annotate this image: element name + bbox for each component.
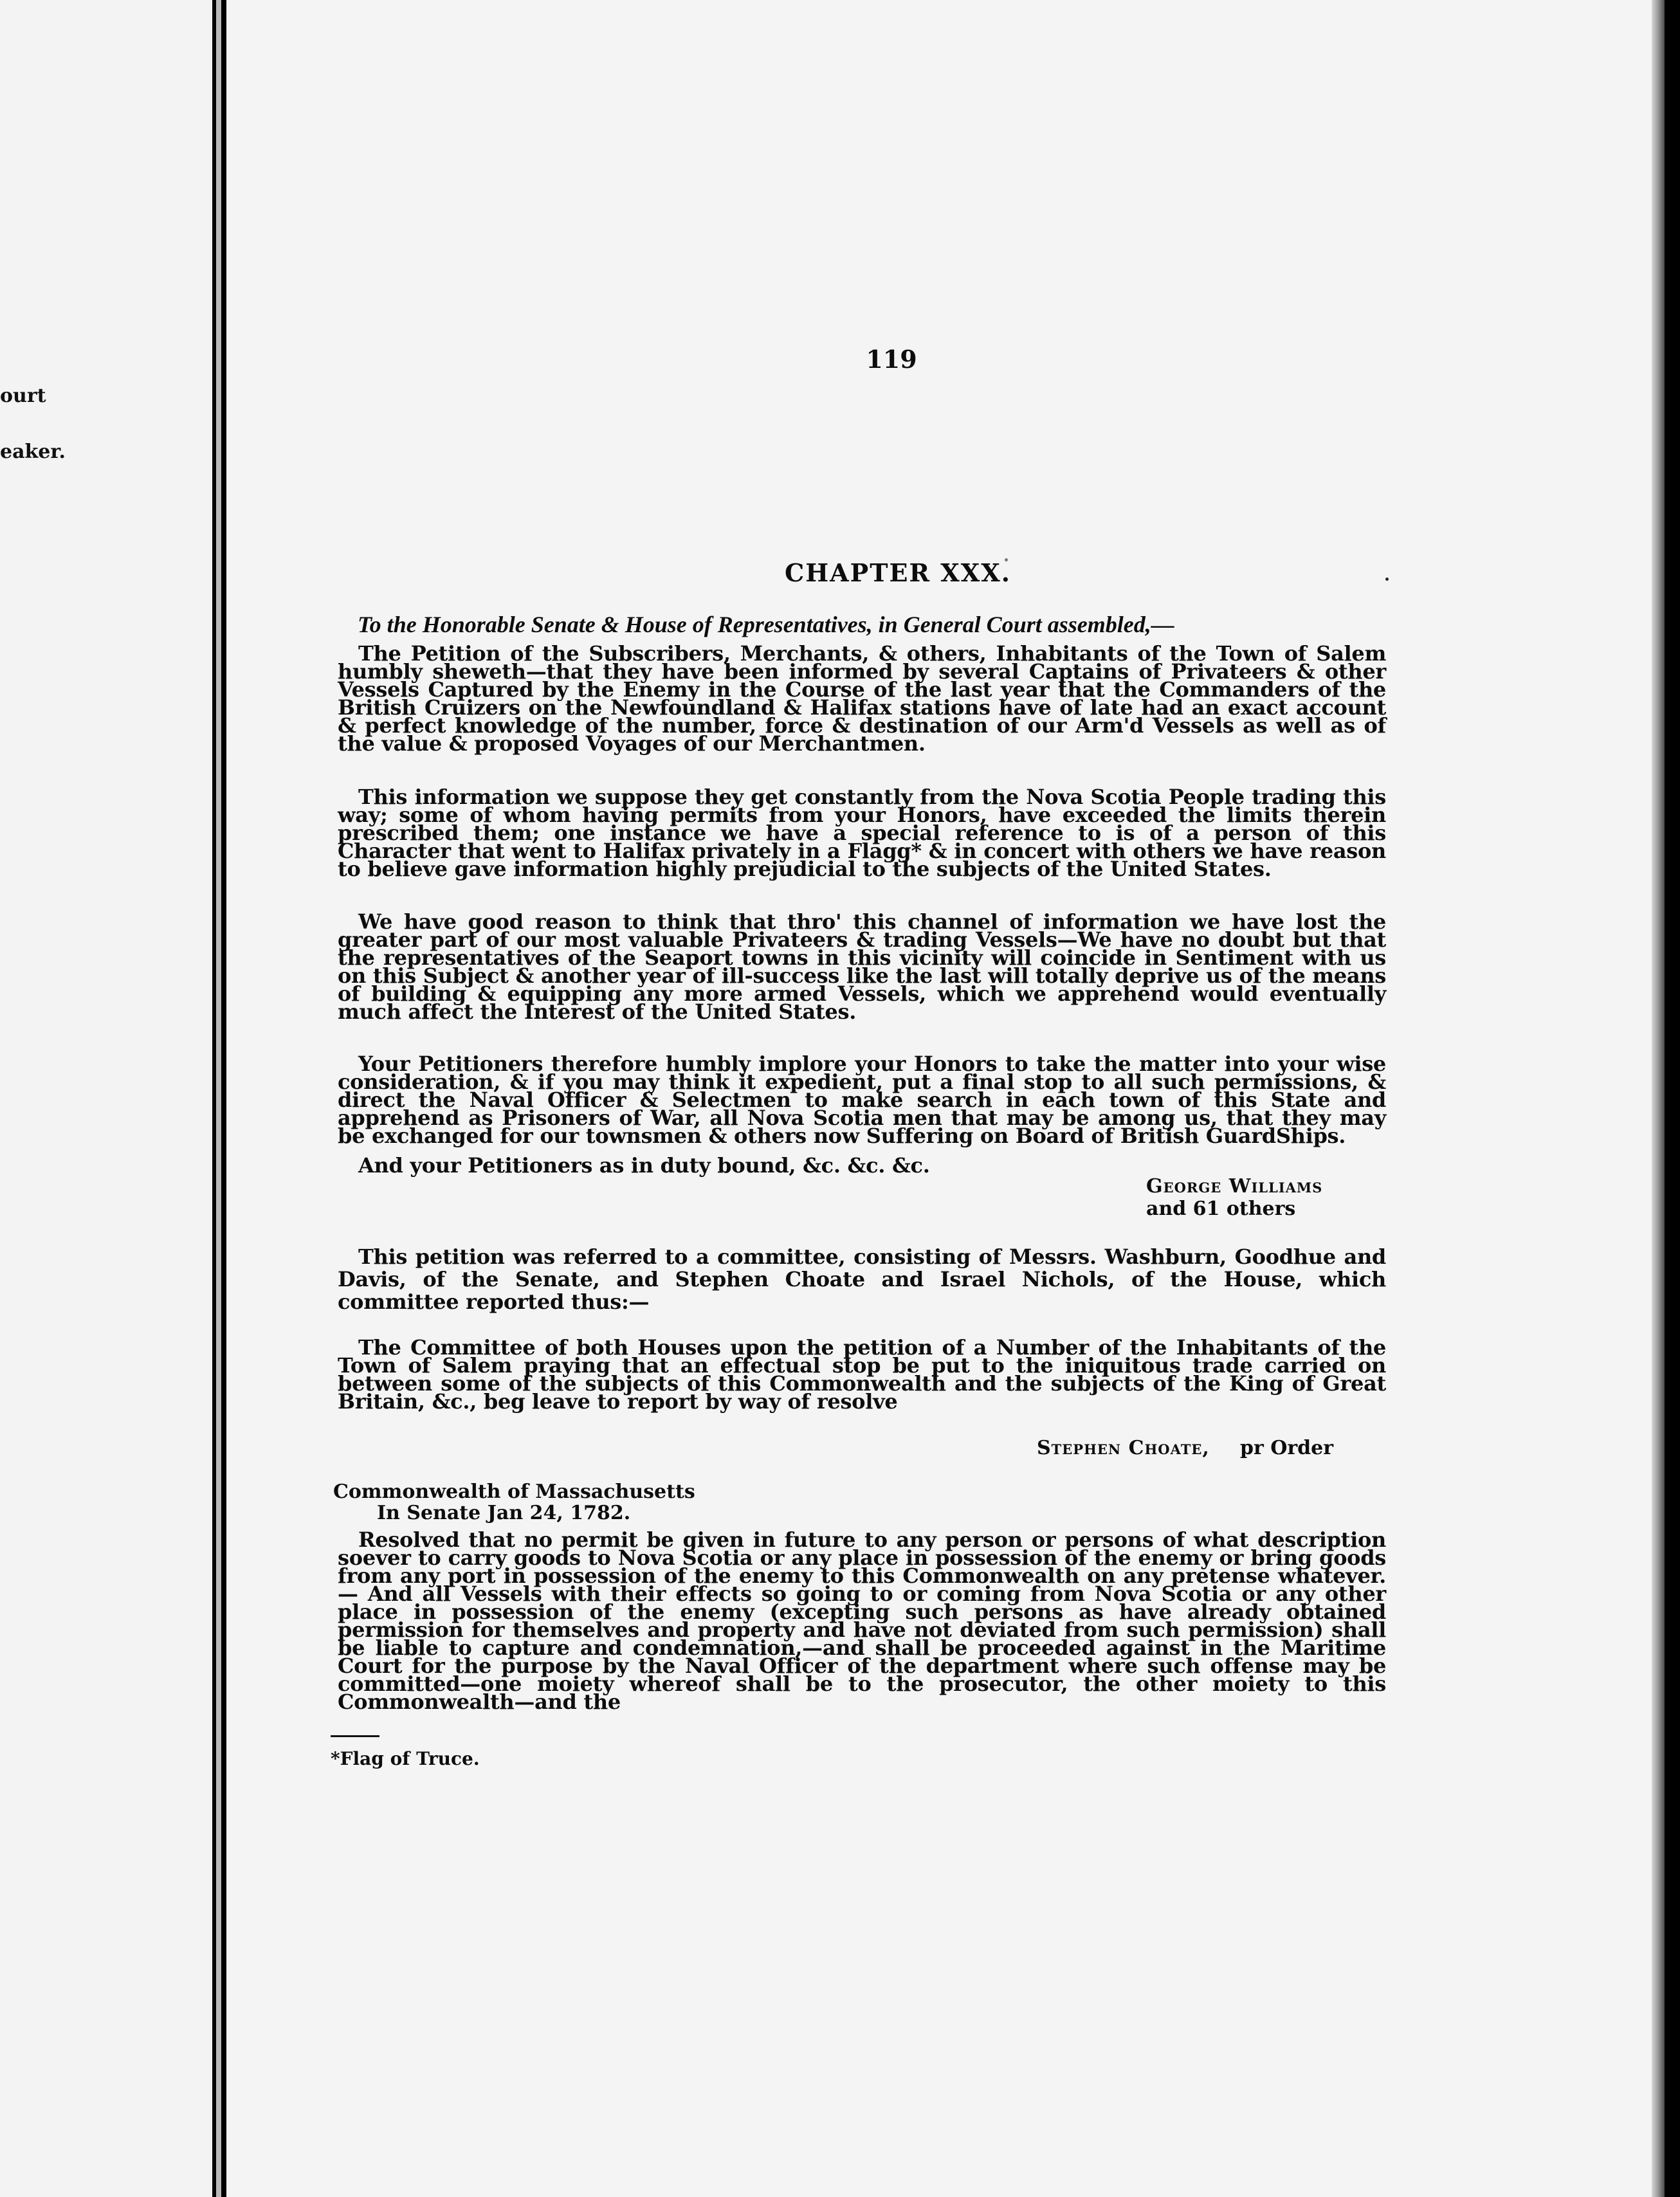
scan-speck [1385,578,1389,581]
page-edge [1652,0,1665,2197]
resolve-dateline: In Senate Jan 24, 1782. [377,1502,631,1524]
petition-paragraph: This information we suppose they get constantly from the Nova Scotia People trading this way; some of whom having permits from your Honors, have exceeded the limits therein prescribed them; one instance we have a special reference to is of a person of this Character that went to Halifax privately in a Flagg* & in concert with others we have reason to believe gave information highly prejudicial to the subjects of the United States. [338,785,1386,881]
petition-address: To the Honorable Senate & House of Representatives, in General Court assembled,— [358,612,1174,637]
footnote: *Flag of Truce. [331,1748,480,1769]
petition-signature-others: and 61 others [1146,1198,1296,1220]
referral-paragraph: This petition was referred to a committee, consisting of Messrs. Washburn, Goodhue and Davis, of the Senate, and Stephen Choate and Israel Nichols, of the House, which committee reported thus:— [338,1244,1386,1314]
page-number: 119 [866,345,917,374]
petition-signature-name: George Williams [1146,1175,1323,1198]
left-page-text-fragment: eaker. [0,441,66,463]
footnote-rule [331,1735,379,1737]
resolve-text: Resolved that no permit be given in future to any person or persons of what description soever to carry goods to Nova Scotia or any place in possession of the enemy or bring goods from any port in possession of the enemy to this Commonwealth on any pretense whatever.— And all Vessels with their effects so going to or coming from Nova Scotia or any other place in possession of the enemy (excepting such persons as have already obtained permission for themselves and property and have not deviated from such permission) shall be liable to capture and condemnation,—and shall be proceeded against in the Maritime Court for the purpose by the Naval Officer of the department where such offense may be committed—one moiety whereof shall be to the prosecutor, the other moiety to this Commonwealth—and the [338,1527,1386,1714]
left-page [0,0,212,2197]
left-page-text-fragment: ourt [0,385,46,407]
resolve-heading: Commonwealth of Massachusetts [333,1481,695,1503]
chapter-heading: CHAPTER XXX. [785,558,1011,587]
petition-paragraph: The Petition of the Subscribers, Merchants, & others, Inhabitants of the Town of Salem humbly sheweth—that they have been informed by several Captains of Privateers & other Vessels Captured by the Enemy in the Course of the last year that the Commanders of the British Cruizers on the Newfoundland & Halifax stations have of late had an exact account & perfect knowledge of the number, force & destination of our Arm'd Vessels as well as of the value & proposed Voyages of our Merchantmen. [338,641,1386,756]
petition-paragraph: We have good reason to think that thro' this channel of information we have lost the greater part of our most valuable Privateers & trading Vessels—We have no doubt but that the representatives of the Seaport towns in this vicinity will coincide in Sentiment with us on this Subject & another year of ill-success like the last will totally deprive us of the means of building & equipping any more armed Vessels, which we apprehend would eventually much affect the Interest of the United States. [338,909,1386,1024]
page-gutter [216,0,221,2197]
committee-signature-tail: pr Order [1240,1437,1334,1459]
committee-signature-name: Stephen Choate, [1037,1437,1210,1459]
committee-report: The Committee of both Houses upon the petition of a Number of the Inhabitants of the Town of Salem praying that an effectual stop be put to the iniquitous trade carried on between some of the subjects of this Commonwealth and the subjects of the King of Great Britain, &c., beg leave to report by way of resolve [338,1335,1386,1414]
petition-closing: And your Petitioners as in duty bound, &c. &c. &c. [358,1153,930,1178]
petition-paragraph: Your Petitioners therefore humbly implore your Honors to take the matter into your wise consideration, & if you may think it expedient, put a final stop to all such permissions, & direct the Naval Officer & Selectmen to make search in each town of this State and apprehend as Prisoners of War, all Nova Scotia men that may be among us, that they may be exchanged for our townsmen & others now Suffering on Board of British GuardShips. [338,1052,1386,1148]
